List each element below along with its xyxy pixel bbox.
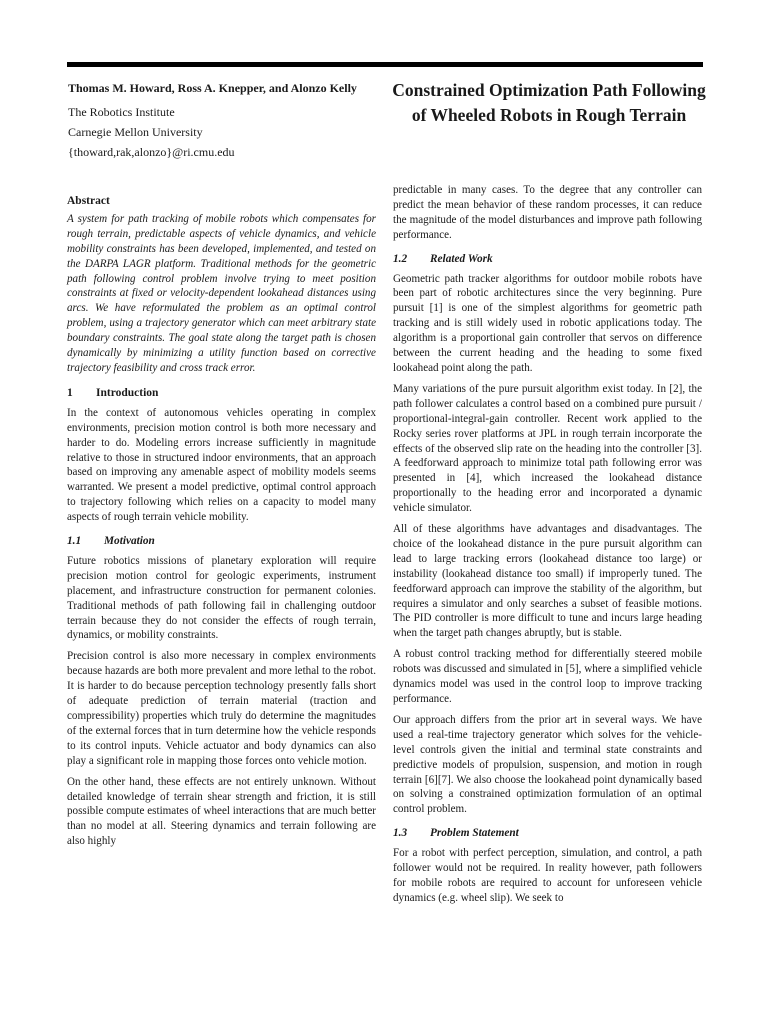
paragraph: In the context of autonomous vehicles operating in complex environments, precision motion control is both more necessary and harder to do. Modeling errors increase sufficiently in magnitude relative to those in structured indoor environments, that an approach based on improving any amenable aspect of mobility models seems warranted. We present a model predictive, optimal control approach to trajectory following which relies on a capacity to model many aspects of rough terrain vehicle mobility.: [67, 406, 376, 524]
author-block: [68, 78, 378, 162]
university: Carnegie Mellon University: [68, 125, 203, 139]
authors: Thomas M. Howard, Ross A. Knepper, and Alonzo Kelly: [68, 81, 357, 95]
top-rule: [67, 62, 703, 67]
paragraph: Our approach differs from the prior art in several ways. We have used a real-time trajectory generator which solves for the vehicle-level controls given the initial and terminal state constraints and predictive models of propulsion, suspension, and motion in rough terrain [6][7]. We also choose the lookahead point dynamically based on solving a constrained optimization formulation of an optimal control problem.: [393, 713, 702, 816]
abstract-heading: Abstract: [67, 195, 110, 207]
paragraph: Future robotics missions of planetary exploration will require precision motion control for geologic experiments, instrument placement, and infrastructure construction for permanent colonies. Traditional methods of path following fail in challenging outdoor terrain because they do not consider the effects of rough terrain, dynamics, or mobility constraints.: [67, 554, 376, 642]
paragraph: Geometric path tracker algorithms for outdoor mobile robots have been part of robotic architectures since the very beginning. Pure pursuit [1] is one of the simplest algorithms for geometric path tracking and is still widely used in robotic applications today. The algorithm is a proportional gain controller that servos on difference between the current heading and the heading to some fixed lookahead point along the path.: [393, 272, 702, 374]
subsection-heading-motivation: [67, 534, 376, 549]
subsection-title: Problem Statement: [430, 827, 519, 840]
section-title: Introduction: [96, 386, 159, 399]
paragraph: predictable in many cases. To the degree that any controller can predict the mean behavior of these random processes, it can reduce the magnitude of the model disturbances and improve path following performance.: [393, 184, 702, 241]
left-column: [67, 194, 376, 855]
subsection-number: 1.2: [393, 252, 408, 265]
paragraph: All of these algorithms have advantages and disadvantages. The choice of the lookahead distance in the pure pursuit algorithm can lead to large tracking errors (lookahead distance too large) or instability (lookahead distance too small) if improperly tuned. The feedforward approach can improve the stability of the algorithm, but requires a simulator and only searches a subset of feasible motions. The PID controller is more difficult to tune and incurs large heading when the target path changes abruptly, but is stable.: [393, 523, 702, 640]
paragraph: On the other hand, these effects are not entirely unknown. Without detailed knowledge of terrain shear strength and friction, it is still possible compute estimates of wheel interactions that are much better than no model at all. Steering dynamics and terrain following are also highly: [67, 775, 376, 848]
subsection-title: Related Work: [430, 252, 493, 265]
subsection-number: 1.1: [67, 535, 82, 548]
subsection-heading-problem-statement: [393, 826, 702, 841]
abstract-body: A system for path tracking of mobile robots which compensates for rough terrain, predictable aspects of vehicle dynamics, and vehicle mobility constraints has been developed, implemented, and tested on the DARPA LAGR platform. Traditional methods for the geometric path following control problem involve trying to meet position constraints at fixed or velocity-dependent lookahead distances using arcs. We have reformulated the problem as an optimal control problem, using a trajectory generator which can meet arbitrary state boundary constraints. The goal state along the target path is chosen dynamically by minimizing a utility function based on corrective trajectory feasibility and cross track error.: [67, 212, 376, 374]
paragraph: Many variations of the pure pursuit algorithm exist today. In [2], the path follower calculates a control based on a combined pure pursuit / proportional-integral-gain controller. Recent work applied to the Rocky series rover platforms at JPL in rough terrain incorporate the effects of the observed slip rate on the heading into the controller [3]. A feedforward approach to minimize total path following error was presented in [4], which increased the lookahead distance proportionally to the heading error and incorporated a dynamic vehicle simulator.: [393, 382, 702, 515]
right-column: [393, 183, 702, 912]
subsection-heading-related-work: [393, 252, 702, 267]
paragraph: For a robot with perfect perception, simulation, and control, a path follower would not be required. In reality however, path followers for mobile robots are required to account for unforeseen vehicle dynamics (e.g. wheel slip). We seek to: [393, 847, 702, 904]
paragraph: A robust control tracking method for differentially steered mobile robots was discussed and simulated in [5], where a simplified vehicle dynamics model was used in the control loop to improve tracking performance.: [393, 648, 702, 705]
institute: The Robotics Institute: [68, 105, 175, 119]
section-heading-introduction: [67, 386, 376, 401]
subsection-number: 1.3: [393, 827, 408, 840]
paper-title: Constrained Optimization Path Following of Wheeled Robots in Rough Terrain: [392, 80, 706, 125]
subsection-title: Motivation: [104, 535, 155, 548]
paragraph: Precision control is also more necessary in complex environments because hazards are both more prevalent and more lethal to the robot. It is harder to do because perception technology presently falls short of adequate prediction of terrain material (traction and compressibility) properties which truly do determine the magnitudes of the external forces that in turn determine how the vehicle responds to its control inputs. Vehicle actuator and body dynamics can also play a significant role in mapping those forces onto vehicle motion.: [67, 650, 376, 767]
section-number: 1: [67, 386, 73, 399]
email: {thoward,rak,alonzo}@ri.cmu.edu: [68, 145, 235, 159]
